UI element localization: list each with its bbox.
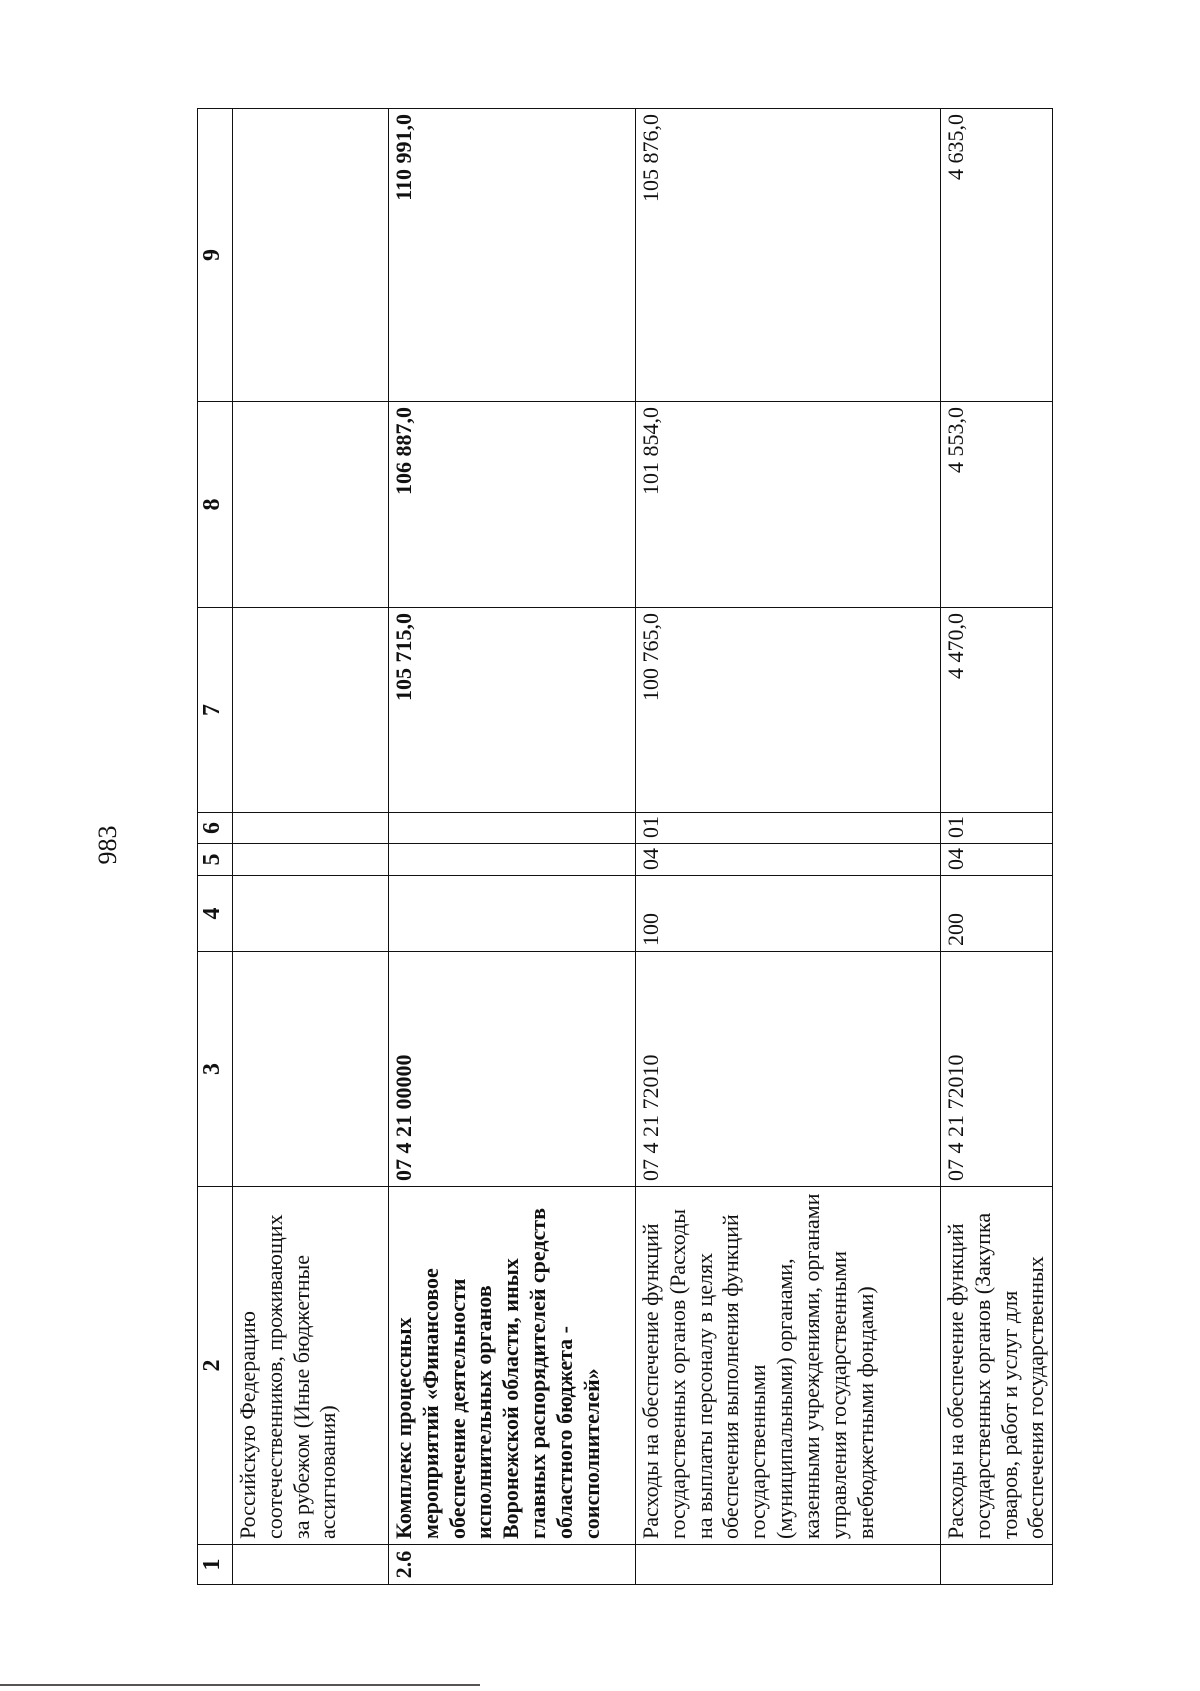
- target-code: 07 4 21 00000: [389, 952, 636, 1187]
- row-name: Российскую Федерацию соотечественников, проживающих за рубежом (Иные бюджетные ассигнования): [233, 1187, 389, 1545]
- table-row: [636, 109, 941, 1585]
- header-row: [198, 109, 233, 1585]
- header-cell: 7: [198, 608, 233, 813]
- expense-type: [233, 876, 389, 952]
- amount-year1: 100 765,0: [636, 608, 941, 813]
- amount-year3: 4 635,0: [941, 109, 1053, 402]
- amount-year1: 4 470,0: [941, 608, 1053, 813]
- row-name: Расходы на обеспечение функций государственных органов (Расходы на выплаты персоналу в целях обеспечения выполнения функций государственными (муниципальными) органами, казенными учреждениями, органами управления государственными внебюджетными фондами): [636, 1187, 941, 1545]
- target-code: [233, 952, 389, 1187]
- row-name: Комплекс процессных мероприятий «Финансовое обеспечение деятельности исполнительных органов Воронежской области, иных главных распорядителей средств областного бюджета - соисполнителей»: [389, 1187, 636, 1545]
- section: 04: [941, 844, 1053, 876]
- amount-year3: 105 876,0: [636, 109, 941, 402]
- row-number: 2.6: [389, 1545, 636, 1585]
- table-row: [389, 109, 636, 1585]
- subsection: [389, 813, 636, 844]
- row-number: [636, 1545, 941, 1585]
- amount-year3: [233, 109, 389, 402]
- header-cell: 3: [198, 952, 233, 1187]
- amount-year2: 106 887,0: [389, 402, 636, 608]
- expense-type: [389, 876, 636, 952]
- header-cell: 9: [198, 109, 233, 402]
- amount-year2: [233, 402, 389, 608]
- footer-divider: [0, 1684, 480, 1686]
- page-number: 983: [93, 825, 122, 865]
- header-cell: 1: [198, 1545, 233, 1585]
- header-cell: 8: [198, 402, 233, 608]
- table-row: [233, 109, 389, 1585]
- amount-year3: 110 991,0: [389, 109, 636, 402]
- row-number: [941, 1545, 1053, 1585]
- header-cell: 5: [198, 844, 233, 876]
- section: [233, 844, 389, 876]
- amount-year2: 4 553,0: [941, 402, 1053, 608]
- row-number: [233, 1545, 389, 1585]
- header-cell: 2: [198, 1187, 233, 1545]
- header-cell: 6: [198, 813, 233, 844]
- section: [389, 844, 636, 876]
- target-code: 07 4 21 72010: [636, 952, 941, 1187]
- header-cell: 4: [198, 876, 233, 952]
- expense-type: 200: [941, 876, 1053, 952]
- table-row: [941, 109, 1053, 1585]
- amount-year2: 101 854,0: [636, 402, 941, 608]
- target-code: 07 4 21 72010: [941, 952, 1053, 1187]
- row-name: Расходы на обеспечение функций государственных органов (Закупка товаров, работ и услуг для обеспечения государственных: [941, 1187, 1053, 1545]
- section: 04: [636, 844, 941, 876]
- amount-year1: [233, 608, 389, 813]
- subsection: 01: [941, 813, 1053, 844]
- subsection: [233, 813, 389, 844]
- subsection: 01: [636, 813, 941, 844]
- amount-year1: 105 715,0: [389, 608, 636, 813]
- budget-table: [197, 108, 1053, 1585]
- budget-table-rotated: [197, 109, 1049, 1585]
- expense-type: 100: [636, 876, 941, 952]
